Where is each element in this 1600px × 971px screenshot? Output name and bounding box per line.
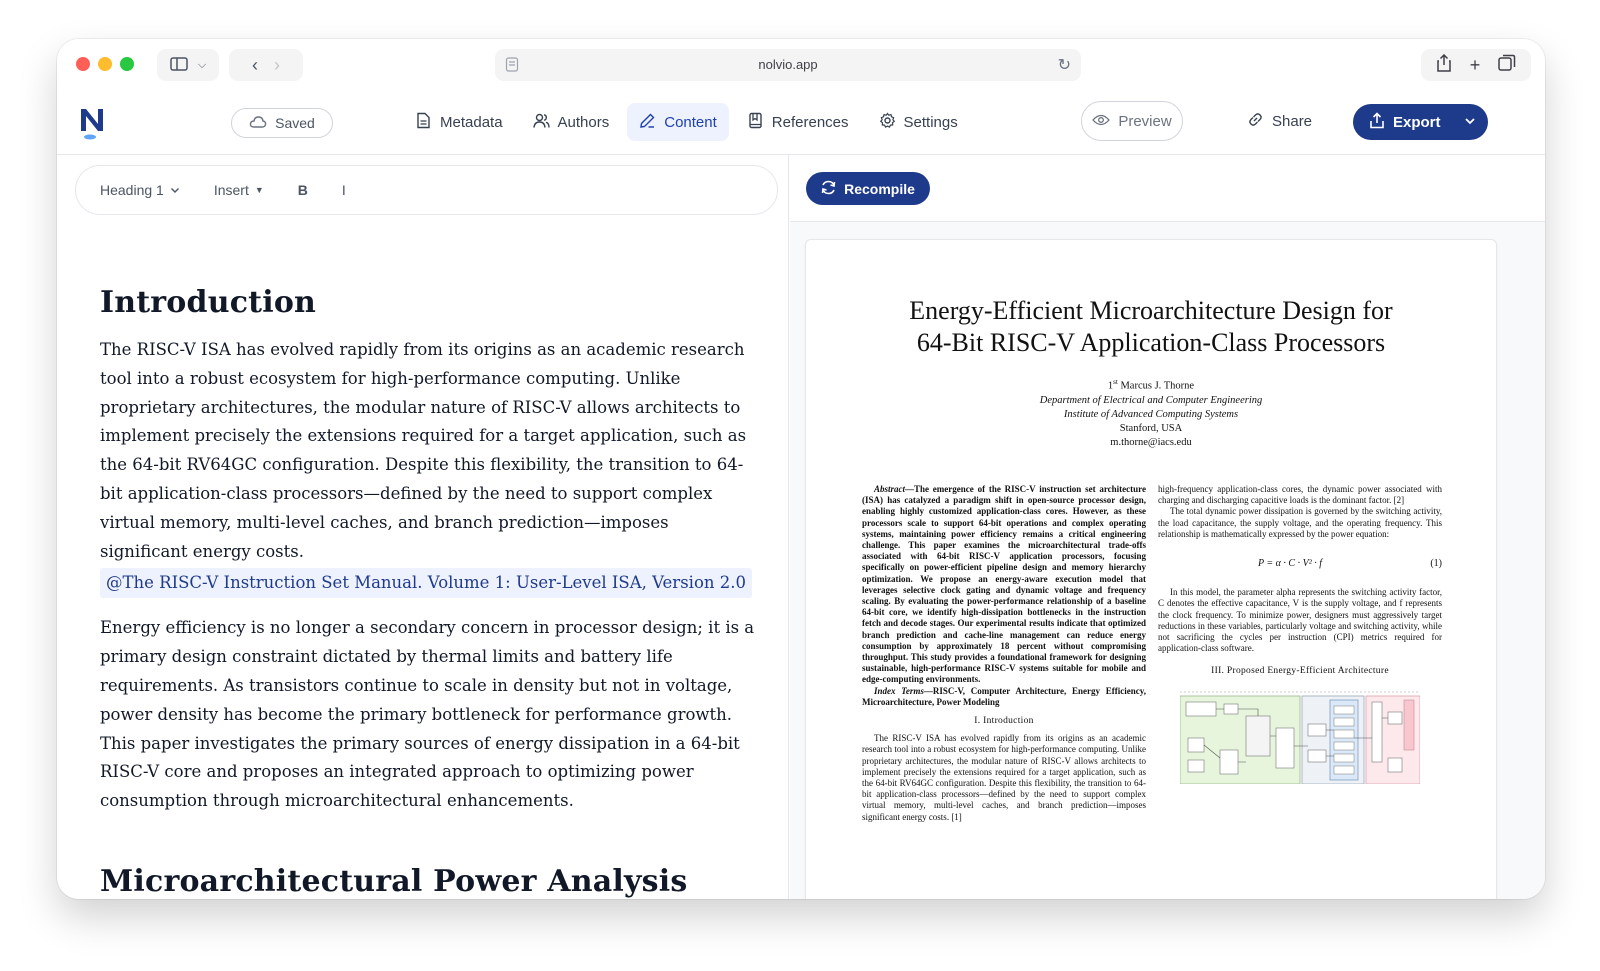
index-terms-text: —RISC-V, Computer Architecture, Energy Efficiency, Microarchitecture, Power Modeling <box>862 685 1146 707</box>
new-tab-icon[interactable]: + <box>1469 54 1481 75</box>
share-sheet-icon[interactable] <box>1436 54 1452 77</box>
abstract-text: —The emergence of the RISC-V instruction set architecture (ISA) has catalyzed a paradigm shift in open-source processor design, enabling highly customized application-class cores. However, as these processors scale to support 64-bit operations and complex operating systems, maintaining power efficiency remains a critical engineering challenge. This paper examines the microarchitectural trade-offs associated with 64-bit RISC-V application processors, focusing specifically on power-efficient pipeline design and memory hierarchy optimization. We propose an energy-aware execution model that leverages selective clock gating and dynamic voltage and frequency scaling. By evaluating the power-performance relationship of a baseline 64-bit core, we identify high-dissipation bottlenecks in the instruction fetch and decode stages. Our experimental results indicate that optimized branch prediction and cache-line management can reduce energy consumption by approximately 18 percent without compromising throughput. This study provides a foundational framework for designing sustainable, high-performance RISC-V systems suitable for mobile and edge-computing environments. <box>862 484 1146 685</box>
chevron-down-icon: ⌵ <box>197 58 207 71</box>
author-line <box>806 375 1496 394</box>
sidebar-icon <box>170 55 188 76</box>
author-location: Stanford, USA <box>1119 422 1183 434</box>
cloud-icon <box>249 115 267 132</box>
share-button[interactable] <box>1247 106 1312 136</box>
window-actions <box>1421 49 1531 81</box>
preview-label: Preview <box>1118 112 1172 130</box>
author-superscript: st <box>1113 378 1118 386</box>
index-terms <box>862 686 1146 708</box>
url-text: nolvio.app <box>758 57 818 72</box>
tab-label: References <box>771 113 849 131</box>
author-institute: Institute of Advanced Computing Systems <box>1063 408 1239 420</box>
italic-button[interactable]: I <box>341 182 346 198</box>
section-text: The RISC-V ISA has evolved rapidly from its origins as an academic research tool into a robust ecosystem for high-performance computing. Unlike proprietary architectures, the modular nature of RISC-V allows architects to implement precisely the extensions required for a target application, such as the 64-bit RV64GC configuration. Despite this flexibility, the transition to 64-bit application-class processors—defined by the need to support complex virtual memory, multi-level caches, and branch prediction—imposes significant energy costs. [1] <box>862 733 1146 822</box>
equation-text: P = α · C · V² · f <box>1258 558 1322 570</box>
eye-icon <box>1092 113 1110 130</box>
heading-power-analysis[interactable]: Microarchitectural Power Analysis <box>100 863 688 899</box>
section-text: high-frequency application-class cores, the dynamic power associated with charging and discharging capacitive loads is the dominant factor. [2] <box>1158 484 1442 506</box>
editor-pane <box>57 155 789 899</box>
paper-right-column <box>1158 484 1442 784</box>
power-equation <box>1258 558 1442 569</box>
document-editor[interactable] <box>100 285 760 899</box>
recompile-button[interactable] <box>806 172 930 205</box>
equation-number: (1) <box>1430 558 1442 570</box>
preview-pane <box>790 155 1545 899</box>
author-number: 1 <box>1107 380 1114 392</box>
section-heading: III. Proposed Energy-Efficient Architecture <box>1211 666 1389 677</box>
tab-label: Metadata <box>440 113 503 131</box>
minimize-window-button[interactable] <box>98 57 112 71</box>
saved-label: Saved <box>275 115 315 131</box>
close-window-button[interactable] <box>76 57 90 71</box>
tab-authors[interactable] <box>521 103 622 141</box>
browser-window <box>57 39 1545 899</box>
tab-overview-icon[interactable] <box>1498 54 1516 77</box>
tab-label: Authors <box>557 113 610 131</box>
abstract-label: Abstract <box>874 484 906 494</box>
upload-icon <box>1369 112 1385 133</box>
preview-button[interactable] <box>1081 101 1183 141</box>
export-button[interactable] <box>1353 104 1488 140</box>
saved-status <box>231 108 333 138</box>
app-header <box>57 91 1545 155</box>
author-department: Department of Electrical and Computer Engineering <box>1039 394 1263 406</box>
paper-left-column <box>862 484 1146 823</box>
section-text: In this model, the parameter alpha represents the switching activity factor, C denotes the effective capacitance, V is the supply voltage, and f represents the clock frequency. To minimize power, designers must aggressively target reductions in these variables, particularly voltage and switching activity, while not sacrificing the cycles per instruction (CPI) metrics required for application-class software. <box>1158 587 1442 654</box>
paper-title-line: 64-Bit RISC-V Application-Class Processors <box>916 328 1386 357</box>
tab-references[interactable] <box>735 103 861 141</box>
recompile-label: Recompile <box>844 180 915 197</box>
block-style-select[interactable] <box>100 182 180 198</box>
insert-label: Insert <box>213 182 249 198</box>
preview-toolbar <box>790 155 1545 222</box>
zoom-window-button[interactable] <box>120 57 134 71</box>
link-icon <box>1247 111 1264 132</box>
abstract <box>862 484 1146 686</box>
sidebar-toggle-button[interactable] <box>157 49 219 81</box>
caret-down-icon: ▼ <box>254 185 264 195</box>
formatting-toolbar <box>75 165 778 215</box>
chevron-down-icon[interactable] <box>1464 111 1476 134</box>
bold-button[interactable]: B <box>297 182 308 198</box>
pdf-preview-page <box>805 239 1497 899</box>
tab-label: Settings <box>903 113 958 131</box>
heading-introduction[interactable]: Introduction <box>100 285 317 320</box>
paper-title <box>806 295 1496 359</box>
users-icon <box>533 112 550 133</box>
insert-menu[interactable] <box>214 182 264 198</box>
author-name: Marcus J. Thorne <box>1120 380 1195 392</box>
pencil-icon <box>639 112 656 133</box>
refresh-icon <box>821 180 836 198</box>
share-label: Share <box>1272 112 1313 130</box>
export-label: Export <box>1393 113 1441 131</box>
gear-icon <box>879 112 896 133</box>
tab-content[interactable] <box>627 103 729 141</box>
forward-arrow-icon[interactable]: › <box>274 54 280 75</box>
section-tabs <box>403 103 970 141</box>
author-email: m.thorne@iacs.edu <box>1110 436 1192 448</box>
paragraph[interactable]: Energy efficiency is no longer a secondary concern in processor design; it is a primary design constraint dictated by thermal limits and battery life requirements. As transistors continue to scale in density but not in voltage, power density has become the primary bottleneck for performance growth. This paper investigates the primary sources of energy dissipation in a 64-bit RISC-V core and proposes an integrated approach to optimizing power consumption through microarchitectural enhancements. <box>100 618 755 811</box>
section-heading: I. Introduction <box>974 716 1034 727</box>
block-style-value: Heading 1 <box>100 182 164 198</box>
architecture-diagram <box>1180 688 1420 784</box>
app-logo[interactable] <box>77 105 107 141</box>
address-bar[interactable] <box>495 49 1081 81</box>
history-nav <box>229 49 303 81</box>
tab-settings[interactable] <box>867 103 970 141</box>
tab-metadata[interactable] <box>403 103 515 141</box>
tab-label: Content <box>664 113 717 131</box>
bookmark-book-icon <box>747 112 764 133</box>
index-terms-label: Index Terms <box>874 685 924 696</box>
document-icon <box>415 112 432 133</box>
browser-toolbar <box>57 39 1545 91</box>
back-arrow-icon[interactable]: ‹ <box>252 54 258 75</box>
chevron-down-icon <box>170 182 180 198</box>
author-block <box>806 375 1496 450</box>
paper-title-line: Energy-Efficient Microarchitecture Design for <box>909 296 1393 325</box>
reload-icon[interactable]: ↻ <box>1057 57 1071 74</box>
citation-chip[interactable]: @The RISC-V Instruction Set Manual. Volume 1: User-Level ISA, Version 2.0 <box>100 568 752 598</box>
paragraph[interactable]: The RISC-V ISA has evolved rapidly from its origins as an academic research tool into a robust ecosystem for high-performance computing. Unlike proprietary architectures, the modular nature of RISC-V allows architects to implement precisely the extensions required for a target application, such as the 64-bit RV64GC configuration. Despite this flexibility, the transition to 64-bit application-class processors—defined by the need to support complex virtual memory, multi-level caches, and branch prediction—imposes significant energy costs. <box>100 340 747 561</box>
section-text: The total dynamic power dissipation is governed by the switching activity, the load capacitance, the supply voltage, and the operating frequency. This relationship is mathematically expressed by the power equation: <box>1158 506 1442 539</box>
